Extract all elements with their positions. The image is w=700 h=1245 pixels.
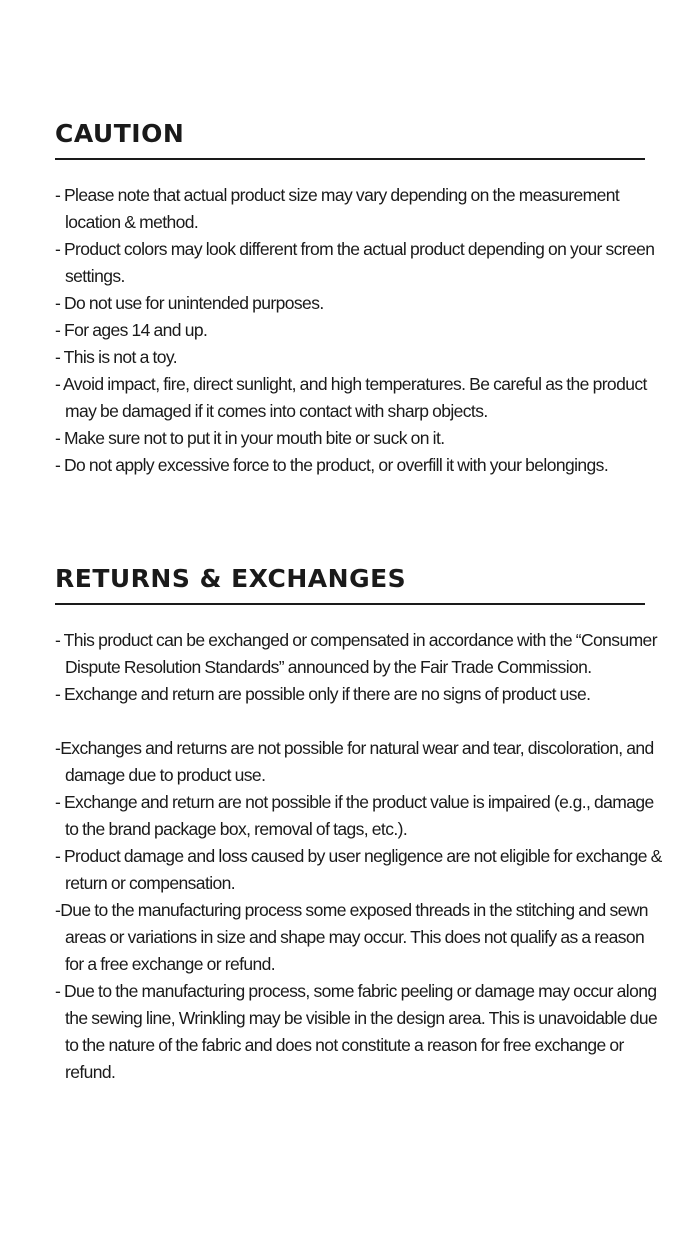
list-item: - Exchange and return are possible only if there are no signs of product use.: [55, 684, 591, 704]
list-item: - Product damage and loss caused by user negligence are not eligible for exchange & return or compensation.: [55, 846, 662, 893]
caution-list: [55, 182, 655, 479]
list-item: - Due to the manufacturing process, some fabric peeling or damage may occur along the sewing line, Wrinkling may be visible in the design area. This is unavoidable due to the nature of the fabric and does not constitute a reason for free exchange or refund.: [55, 981, 658, 1082]
list-item: -Due to the manufacturing process some exposed threads in the stitching and sewn areas or variations in size and shape may occur. This does not qualify as a reason for a free exchange or refund.: [55, 900, 648, 974]
list-item: - For ages 14 and up.: [55, 320, 208, 340]
list-item: -Exchanges and returns are not possible for natural wear and tear, discoloration, and damage due to product use.: [55, 738, 654, 785]
list-item: - Exchange and return are not possible if the product value is impaired (e.g., damage to the brand package box, removal of tags, etc.).: [55, 792, 654, 839]
list-item: - This is not a toy.: [55, 347, 177, 367]
list-item: - Product colors may look different from the actual product depending on your screen settings.: [55, 239, 655, 286]
returns-heading: RETURNS & EXCHANGES: [55, 563, 645, 605]
caution-heading: CAUTION: [55, 118, 645, 160]
list-item: - Do not apply excessive force to the product, or overfill it with your belongings.: [55, 455, 609, 475]
list-item: - Make sure not to put it in your mouth bite or suck on it.: [55, 428, 445, 448]
list-item: - Avoid impact, fire, direct sunlight, and high temperatures. Be careful as the product may be damaged if it comes into contact with sharp objects.: [55, 374, 647, 421]
list-item: - Please note that actual product size may vary depending on the measurement location & method.: [55, 185, 620, 232]
returns-list: [55, 627, 662, 1086]
returns-section: [55, 563, 662, 1086]
list-item: - This product can be exchanged or compensated in accordance with the “Consumer Dispute Resolution Standards” announced by the Fair Trade Commission.: [55, 630, 657, 677]
list-item: - Do not use for unintended purposes.: [55, 293, 324, 313]
caution-section: [55, 118, 655, 479]
